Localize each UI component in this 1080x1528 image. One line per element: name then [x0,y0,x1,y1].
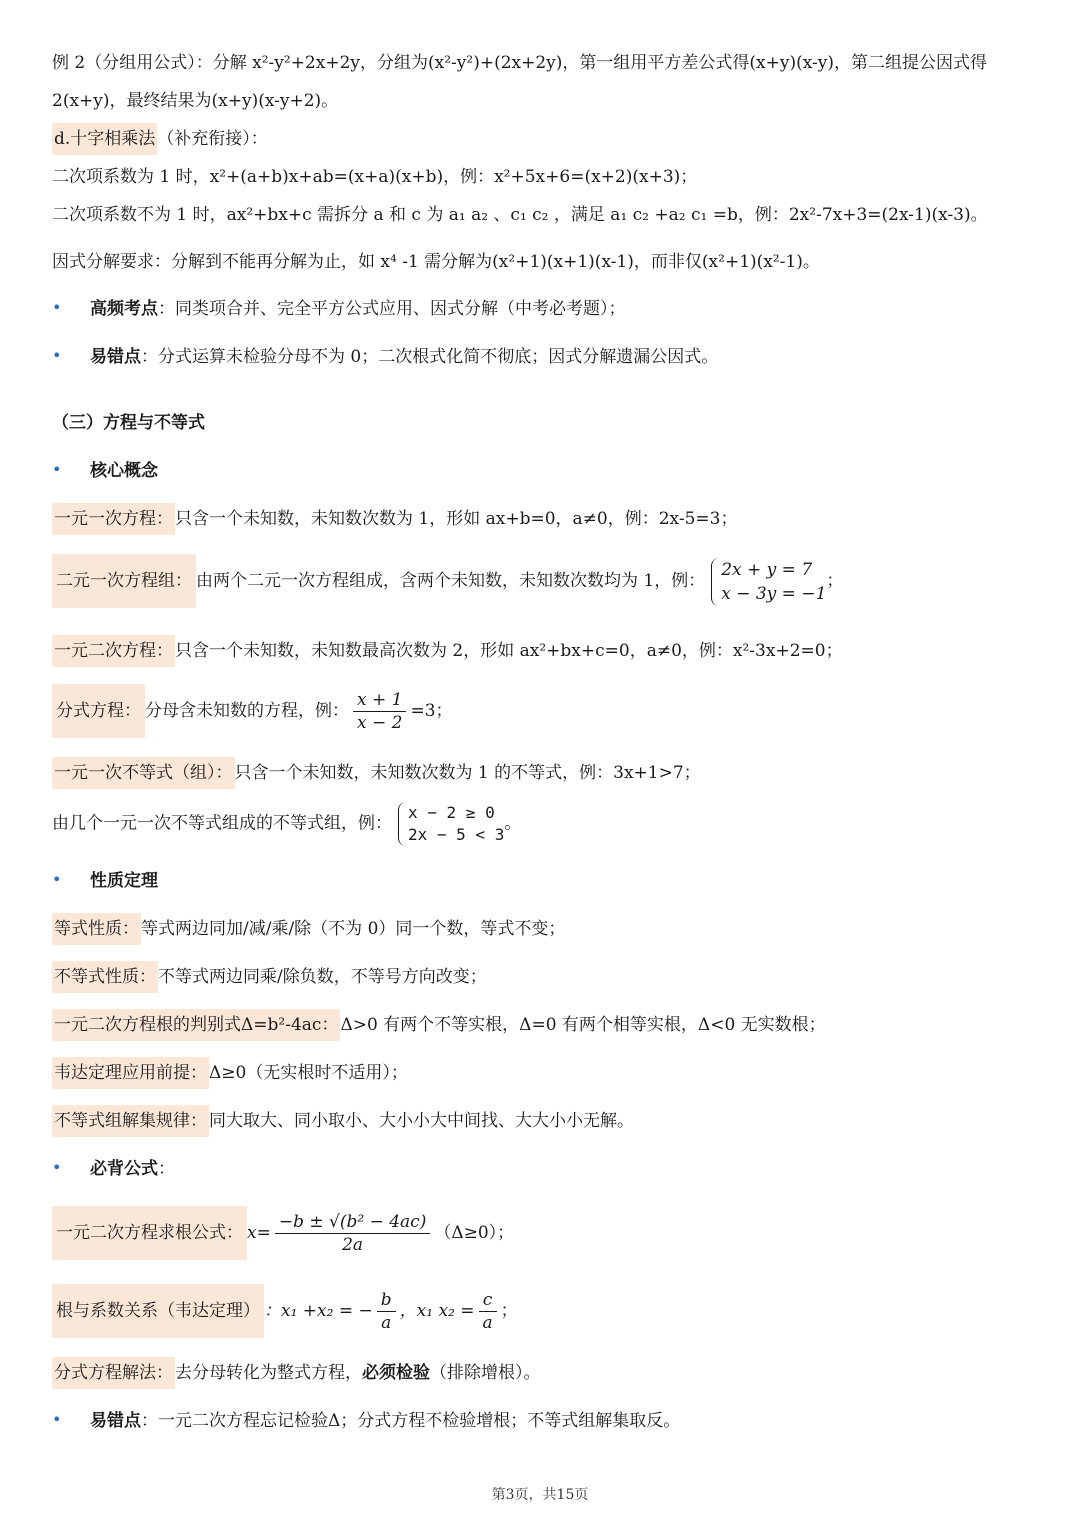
vieta-product-fraction [479,1289,497,1334]
linear-equation-text: 只含一个未知数，未知数次数为 1，形如 ax+b=0，a≠0，例：2x-5=3； [175,509,738,529]
linear-system-end: ； [826,571,844,591]
vieta-product: ，x₁ x₂ = [399,1301,475,1321]
linear-inequality-text: 只含一个未知数，未知数次数为 1 的不等式，例：3x+1>7； [234,763,701,783]
error-label: 易错点 [90,347,141,367]
fractional-method-bold: 必须检验 [362,1363,430,1383]
inequality-2: 2x − 5 < 3 [408,825,505,844]
example-2-line-2: 2(x+y)，最终结果为(x+y)(x-y+2)。 [52,91,339,111]
cross-method-title: d.十字相乘法 [52,123,157,155]
fractional-method-label: 分式方程解法： [52,1357,175,1389]
bullet-dot: • [52,346,62,365]
linear-system-text: 由两个二元一次方程组成，含两个未知数，未知数次数均为 1，例： [196,571,706,591]
equality-property-text: 等式两边同加/减/乘/除（不为 0）同一个数，等式不变； [141,919,566,939]
inequality-system-text: 由几个一元一次不等式组成的不等式组，例： [52,813,392,834]
cross-method-rule-1: 二次项系数为 1 时，x²+(a+b)x+ab=(x+a)(x+b)，例：x²+5x+6=(x+2)(x+3)； [52,167,698,187]
solution-set-label: 不等式组解集规律： [52,1105,209,1137]
formula-colon: ： [158,1159,175,1179]
error-point-2 [90,1408,680,1434]
fractional-equation [52,684,453,738]
inequality-property-label: 不等式性质： [52,961,158,993]
quadratic-formula-fraction [275,1211,431,1256]
linear-inequality-label: 一元一次不等式（组）： [52,757,235,789]
example-2-line-1: 例 2（分组用公式）：分解 x²-y²+2x+2y，分组为(x²-y²)+(2x+2y)，第一组用平方差公式得(x+y)(x-y)，第二组提公因式得 [52,53,988,73]
vieta-premise-text: Δ≥0（无实根时不适用）； [209,1063,408,1083]
quadratic-equation-label: 一元二次方程： [52,635,175,667]
formula-title: 必背公式 [90,1159,158,1179]
formula-heading [90,1156,175,1182]
bullet-dot: • [52,870,62,889]
error-point [90,344,718,370]
quadratic-equation [52,638,843,664]
discriminant-label: 一元二次方程根的判别式Δ=b²-4ac： [52,1009,340,1041]
quadratic-equation-text: 只含一个未知数，未知数最高次数为 2，形如 ax²+bx+c=0，a≠0，例：x²-3x+2=0； [175,641,843,661]
factor-requirement: 因式分解要求：分解到不能再分解为止，如 x⁴ -1 需分解为(x²+1)(x+1)(x-1)，而非仅(x²+1)(x²-1)。 [52,252,820,272]
linear-equation-label: 一元一次方程： [52,503,175,535]
system-equation-2: x − 3y = −1 [721,583,827,604]
error-2-label: 易错点 [90,1411,141,1431]
linear-equation [52,506,737,532]
brace [398,802,407,846]
vieta-product-numerator: c [479,1289,497,1312]
core-concept-heading: 核心概念 [90,461,158,481]
quadratic-formula-label: 一元二次方程求根公式： [52,1206,247,1260]
error-text: ：分式运算未检验分母不为 0；二次根式化简不彻底；因式分解遗漏公因式。 [141,347,719,367]
cross-method-heading [52,126,268,152]
bullet-dot: • [52,1410,62,1429]
high-frequency-point [90,296,626,322]
fractional-method-end: （排除增根）。 [430,1363,541,1383]
vieta-relation [52,1284,518,1338]
quadratic-formula-end: （Δ≥0）； [434,1223,515,1243]
vieta-product-denominator: a [482,1313,493,1333]
system-equation-1: 2x + y = 7 [721,559,813,580]
quadratic-formula [52,1206,514,1260]
discriminant-rule [52,1012,826,1038]
vieta-premise [52,1060,408,1086]
discriminant-text: Δ>0 有两个不等实根，Δ=0 有两个相等实根，Δ<0 无实数根； [340,1015,826,1035]
high-frequency-label: 高频考点 [90,299,158,319]
vieta-sum-denominator: a [381,1313,392,1333]
linear-system [52,554,843,608]
linear-system-label: 二元一次方程组： [52,554,196,608]
fraction-numerator: x + 1 [353,689,406,712]
quadratic-formula-denominator: 2a [342,1235,364,1255]
inequality-system-end: 。 [504,813,522,834]
fractional-equation-label: 分式方程： [52,684,145,738]
vieta-sum-fraction [377,1289,396,1334]
fractional-method-text: 去分母转化为整式方程， [175,1363,362,1383]
fraction-denominator: x − 2 [357,713,403,733]
linear-system-example [711,558,826,606]
vieta-end: ； [500,1301,518,1321]
solution-set-text: 同大取大、同小取小、大小小大中间找、大大小小无解。 [209,1111,634,1131]
fraction [353,689,406,734]
fractional-equation-text: 分母含未知数的方程，例： [145,701,349,721]
inequality-system-example [398,802,504,846]
cross-method-rule-2: 二次项系数不为 1 时，ax²+bx+c 需拆分 a 和 c 为 a₁ a₂ 、c₁ c₂ ，满足 a₁ c₂ +a₂ c₁ =b，例：2x²-7x+3=(2x-1)(x-3)。 [52,205,988,225]
linear-inequality [52,760,701,786]
vieta-premise-label: 韦达定理应用前提： [52,1057,209,1089]
error-2-text: ：一元二次方程忘记检验Δ；分式方程不检验增根；不等式组解集取反。 [141,1411,681,1431]
bullet-dot: • [52,460,62,479]
bullet-dot: • [52,298,62,317]
solution-set-rule [52,1108,634,1134]
high-frequency-text: ：同类项合并、完全平方公式应用、因式分解（中考必考题）； [158,299,626,319]
vieta-relation-label: 根与系数关系（韦达定理） [52,1284,264,1338]
inequality-system [52,802,521,846]
cross-method-note: （补充衔接）： [157,129,268,149]
page-footer: 第3页，共15页 [491,1487,589,1503]
inequality-1: x − 2 ≥ 0 [408,803,495,822]
equality-property-label: 等式性质： [52,913,141,945]
inequality-property [52,964,487,990]
equality-property [52,916,565,942]
section-3-title: （三）方程与不等式 [52,413,205,433]
vieta-sum-numerator: b [377,1289,396,1312]
bullet-dot: • [52,1158,62,1177]
vieta-sum: ：x₁ +x₂ = − [264,1301,373,1321]
quadratic-formula-numerator: −b ± √(b² − 4ac) [275,1211,431,1234]
brace [711,558,720,606]
fractional-equation-method [52,1360,541,1386]
properties-heading: 性质定理 [90,871,158,891]
inequality-property-text: 不等式两边同乘/除负数，不等号方向改变； [158,967,487,987]
fractional-equation-end: =3； [410,701,453,721]
quadratic-formula-x: x= [247,1223,271,1243]
